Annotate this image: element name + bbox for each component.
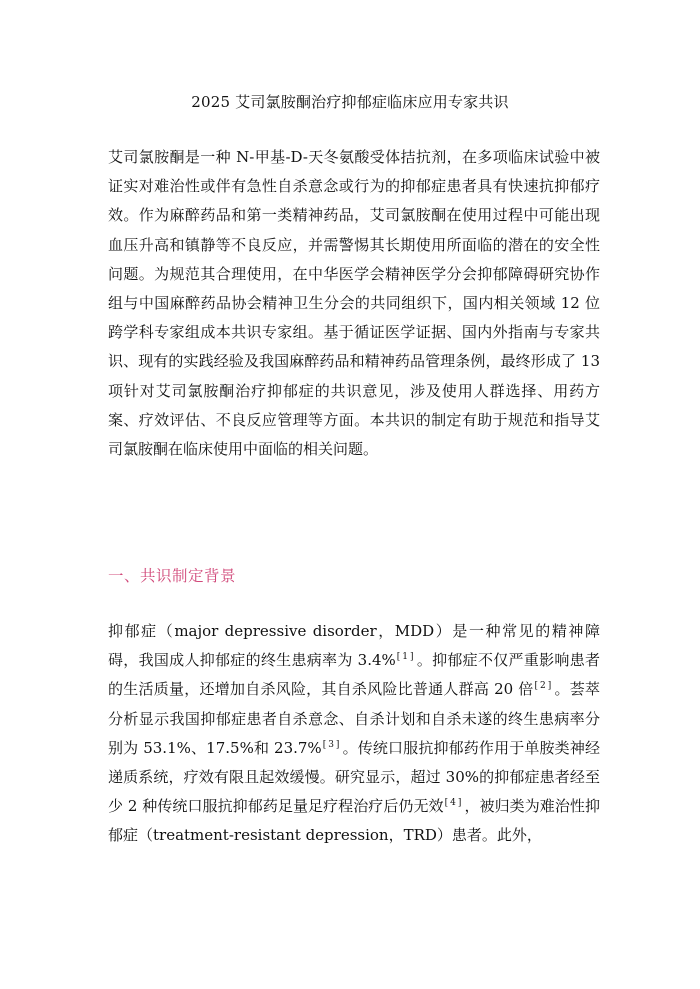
citation-ref[interactable]: [4] <box>444 798 464 809</box>
paragraph-text: 。荟萃分析显示我国抑郁症患者自杀意念、自杀计划和自杀未遂的终生患病率分别为 53.1%、17.5%和 23.7% <box>108 680 600 757</box>
paragraph-text: 。传统口服抗抑郁药作用于单胺类神经递质系统，疗效有限且起效缓慢。研究显示，超过 30%的抑郁症患者经至少 2 种传统口服抗抑郁药足量足疗程治疗后仍无效 <box>108 738 600 816</box>
paragraph-text: ，被归类为难治性抑郁症（treatment-resistant depression，TRD）患者。此外， <box>108 797 600 845</box>
citation-ref[interactable]: [3] <box>322 739 342 750</box>
citation-ref[interactable]: [1] <box>396 652 416 663</box>
intro-paragraph: 艾司氯胺酮是一种 N-甲基-D-天冬氨酸受体拮抗剂，在多项临床试验中被证实对难治性或伴有急性自杀意念或行为的抑郁症患者具有快速抗抑郁疗效。作为麻醉药品和第一类精神药品，艾司氯胺酮在使用过程中可能出现血压升高和镇静等不良反应，并需警惕其长期使用所面临的潜在的安全性问题。为规范其合理使用，在中华医学会精神医学分会抑郁障碍研究协作组与中国麻醉药品协会精神卫生分会的共同组织下，国内相关领域 12 位跨学科专家组成本共识专家组。基于循证医学证据、国内外指南与专家共识、现有的实践经验及我国麻醉药品和精神药品管理条例，最终形成了 13 项针对艾司氯胺酮治疗抑郁症的共识意见，涉及使用人群选择、用药方案、疗效评估、不良反应管理等方面。本共识的制定有助于规范和指导艾司氯胺酮在临床使用中面临的相关问题。 <box>108 148 600 459</box>
paragraph-text: 。抑郁症不仅严重影响患者的生活质量，还增加自杀风险，其自杀风险比普通人群高 20 倍 <box>108 651 600 699</box>
background-paragraph <box>108 617 600 851</box>
document-title: 2025 艾司氯胺酮治疗抑郁症临床应用专家共识 <box>191 93 509 111</box>
paragraph-text: 抑郁症（major depressive disorder，MDD）是一种常见的精神障碍，我国成人抑郁症的终生患病率为 3.4% <box>108 622 600 670</box>
citation-ref[interactable]: [2] <box>534 681 554 692</box>
section-heading-background: 一、共识制定背景 <box>108 567 237 585</box>
